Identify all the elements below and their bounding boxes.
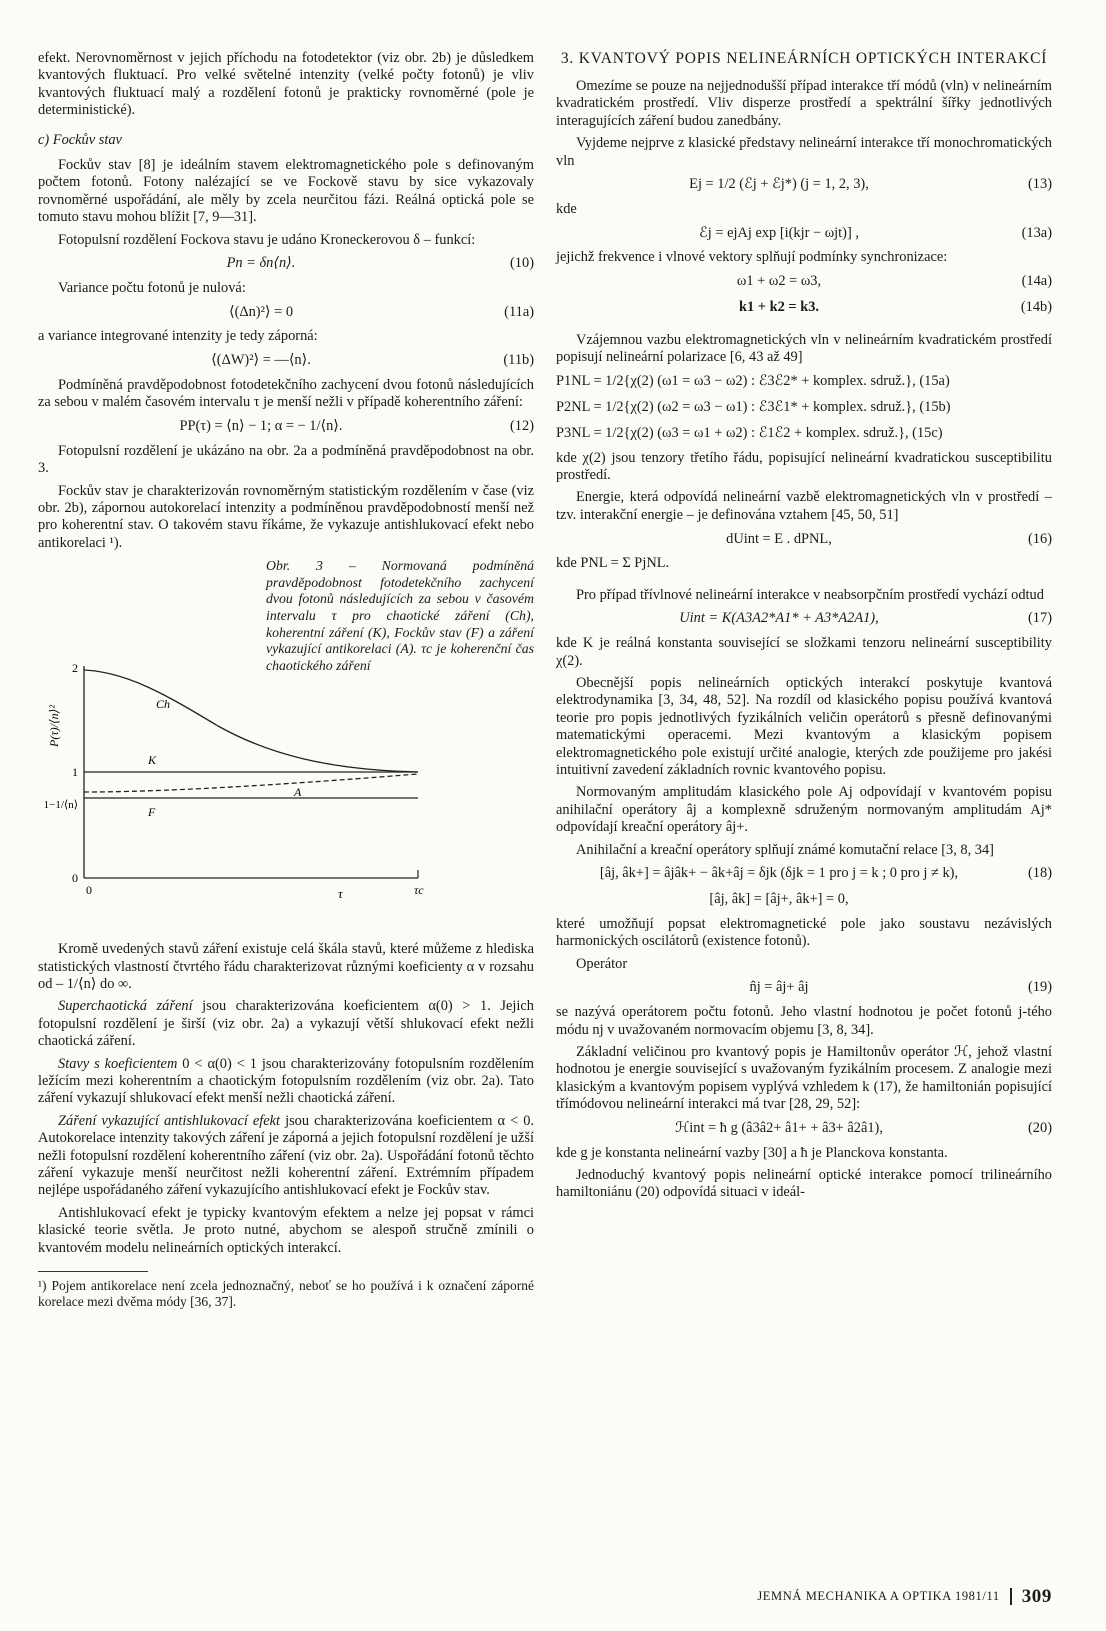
paragraph: Normovaným amplitudám klasického pole Aj odpovídají v kvantovém popisu anihilační operátory âj a komplexně sdruženým normovaným amplitudám Aj* odpovídají kreační operátory âj+. (556, 784, 1052, 836)
page-footer (757, 1588, 1052, 1605)
journal-name: JEMNÁ MECHANIKA A OPTIKA 1981/11 (757, 1589, 1000, 1603)
paragraph: kde K je reálná konstanta související se složkami tenzoru nelineární susceptibility χ(2). (556, 635, 1052, 669)
tick-label-1: 1 (72, 765, 78, 780)
paragraph: které umožňují popsat elektromagnetické pole jako soustavu nezávislých harmonických oscilátorů (existence fotonů). (556, 915, 1052, 950)
label-F: F (148, 805, 156, 820)
footnote: ¹) Pojem antikorelace není zcela jednoznačný, neboť se ho používá i k označení záporné korelace mezi dvěma módy [36, 37]. (38, 1278, 534, 1310)
paragraph: Obecnější popis nelineárních optických interakcí poskytuje kvantová elektrodynamika [3, 34, 48, 52]. Na rozdíl od klasického popisu používá kvantová teorie pro popis jednotlivých fyzikálních veličin operátorů s přesně definovanými matematickými operacemi. Mezi kvantovým a klasickým popisem elektromagnetického pole existují určité analogie, kterých zde použijeme pro jakési intuitivní zavedení základních rovnic kvantového popisu. (556, 674, 1052, 778)
footnote-divider (38, 1271, 148, 1272)
left-column (38, 50, 534, 1315)
paragraph: Podmíněná pravděpodobnost fotodetekčního zachycení dvou fotonů následujících za sebou v malém časovém intervalu τ je menší nežli v případě koherentního záření: (38, 376, 534, 411)
figure-caption: Obr. 3 – Normovaná podmíněná pravděpodobnost fotodetekčního zachycení dvou fotonů následujících za sebou v časovém intervalu τ pro chaotické záření (Ch), koherentní záření (K), Fockův stav (F) a záření vykazující antikorelaci (A). τc je koherenční čas chaotického záření (266, 558, 534, 673)
figure-3-plot (38, 646, 438, 906)
equation-body: P1NL = 1/2{χ(2) (ω1 = ω3 − ω2) : ℰ3ℰ2* + komplex. sdruž.}, (15a) (556, 372, 950, 389)
equation-17 (556, 609, 1052, 629)
equation-12 (38, 417, 534, 437)
inline-term: Záření vykazující antishlukovací efekt (58, 1112, 281, 1129)
equation-body: Uint = K(A3A2*A1* + A3*A2A1), (679, 610, 879, 627)
equation-number: (13a) (1021, 224, 1052, 241)
paragraph: Energie, která odpovídá nelineární vazbě elektromagnetických vln v prostředí – tzv. interakční energie – je definována vztahem [45, 50, 51] (556, 489, 1052, 523)
equation-body: n̂j = âj+ âj (749, 979, 809, 996)
equation-11b (38, 351, 534, 371)
paragraph: Vyjdeme nejprve z klasické představy nelineární interakce tří monochromatických vln (556, 135, 1052, 169)
equation-16 (556, 529, 1052, 549)
equation-body: k1 + k2 = k3. (739, 299, 819, 316)
paragraph: Kromě uvedených stavů záření existuje celá škála stavů, které můžeme z hlediska statistických vlastností čtvrtého řádu charakterizovat různými koeficienty α v rozsahu od – 1/⟨n⟩ do ∞. (38, 941, 534, 992)
paragraph: Fockův stav [8] je ideálním stavem elektromagnetického pole s definovaným počtem fotonů. Fotony nalézající se ve Fockově stavu by sice vykazovaly rovnoměrné uspořádání, ale měly by zcela neurčitou fázi. Reálná optická pole se tomuto stavu mohou blížit [7, 9—31]. (38, 157, 534, 226)
paragraph: kde g je konstanta nelineární vazby [30] a ħ je Planckova konstanta. (556, 1144, 948, 1161)
equation-number: (12) (510, 417, 534, 434)
equation-15a (556, 372, 1052, 392)
paragraph (38, 998, 534, 1050)
paragraph: Variance počtu fotonů je nulová: (58, 280, 246, 297)
equation-18 (556, 864, 1052, 884)
paragraph: Antishlukovací efekt je typicky kvantovým efektem a nelze jej popsat v rámci klasické teorie světla. Je proto nutné, abychom se alespoň stručně zmínili o kvantovém modelu nelineárních optických interakcí. (38, 1204, 534, 1256)
label-A: A (294, 785, 302, 800)
paragraph: a variance integrované intenzity je tedy záporná: (38, 328, 318, 345)
label-K: K (148, 753, 157, 768)
equation-body: [âj, âk] = [âj+, âk+] = 0, (709, 891, 849, 908)
inline-term: Superchaotická záření (58, 998, 193, 1015)
paragraph: Jednoduchý kvantový popis nelineární optické interakce pomocí trilineárního hamiltoniánu (20) odpovídá situaci v ideál- (556, 1167, 1052, 1201)
paragraph: Pro případ třívlnové nelineární interakce v neabsorpčním prostředí vychází odtud (576, 586, 1044, 603)
equation-body: ω1 + ω2 = ω3, (736, 273, 822, 290)
section-heading-c (38, 132, 534, 149)
paragraph: Fotopulsní rozdělení Fockova stavu je udáno Kroneckerovou δ – funkcí: (58, 231, 476, 248)
equation-number: (11a) (504, 303, 534, 320)
section-heading-3: 3. KVANTOVÝ POPIS NELINEÁRNÍCH OPTICKÝCH INTERAKCÍ (560, 50, 1048, 67)
x-tick-tc: τc (414, 883, 424, 898)
x-origin-label: 0 (86, 883, 92, 898)
equation-number: (19) (1028, 979, 1052, 996)
label-Ch: Ch (156, 697, 171, 712)
equation-13a (556, 223, 1052, 243)
page-number: 309 (1010, 1588, 1052, 1605)
equation-number: (14a) (1021, 273, 1052, 290)
paragraph: jejichž frekvence i vlnové vektory splňují podmínky synchronizace: (556, 249, 948, 266)
equation-body: ℋint = ħ g (â3â2+ â1+ + â3+ â2â1), (675, 1119, 883, 1136)
equation-body: P3NL = 1/2{χ(2) (ω3 = ω1 + ω2) : ℰ1ℰ2 + komplex. sdruž.}, (15c) (556, 424, 943, 441)
right-column (556, 50, 1052, 1207)
paragraph: kde (556, 201, 577, 218)
equation-number: (14b) (1020, 299, 1052, 316)
paragraph: Operátor (576, 955, 628, 972)
paragraph: Fockův stav je charakterizován rovnoměrným statistickým rozdělením v čase (viz obr. 2b), zápornou autokorelací intenzity a podmíněnou pravděpodobností menší než pro koherentní stav. O takovém stavu říkáme, že vykazuje antishlukovací efekt nebo antikorelaci ¹). (38, 482, 534, 551)
paragraph (38, 1056, 534, 1108)
equation-body: dUint = E . dPNL, (726, 530, 832, 547)
equation-body: P2NL = 1/2{χ(2) (ω2 = ω3 − ω1) : ℰ3ℰ1* + komplex. sdruž.}, (15b) (556, 398, 951, 415)
tick-label-1-minus: 1−1/⟨n⟩ (43, 799, 78, 812)
paragraph-text: jsou charakterizována koeficientem α < 0. Autokorelace intenzity takových záření je záporná a jejich fotopulsní rozdělení je užší nežli fotopulsní rozdělení koherentního záření (viz obr. 2a). Uspořádání fotonů těchto záření vykazuje menší neurčitost nežli koherentní záření. Extrémním případem nejlépe uspořádaného záření vykazujícího antishlukovací efekt je Fockův stav. (38, 1112, 534, 1199)
equation-number: (11b) (503, 352, 534, 369)
equation-15c (556, 424, 1052, 444)
equation-18b (556, 890, 1052, 910)
section-title: c) Fockův stav (38, 131, 122, 148)
curve-chaotic (84, 670, 418, 772)
tick-label-2: 2 (72, 661, 78, 676)
equation-number: (17) (1028, 610, 1052, 627)
equation-number: (13) (1028, 176, 1052, 193)
curve-antibunching (84, 774, 418, 792)
paragraph-text: 0 < α(0) < 1 jsou charakterizovány fotopulsním rozdělením ležícím mezi koherentním a chaotickým fotopulsním rozdělením (viz obr. 2a). Tato záření vykazují shlukovací efekt menší nežli chaotická záření. (38, 1055, 534, 1107)
equation-14b (556, 298, 1052, 318)
x-axis-label: τ (338, 886, 343, 902)
paragraph: Vzájemnou vazbu elektromagnetických vln v nelineárním kvadratickém prostředí popisují nelineární polarizace [6, 43 až 49] (556, 331, 1052, 366)
equation-11a (38, 302, 534, 322)
equation-number: (18) (1028, 865, 1052, 882)
equation-number: (10) (510, 255, 534, 272)
figure-3 (38, 558, 534, 933)
paragraph: Anihilační a kreační operátory splňují známé komutační relace [3, 8, 34] (576, 841, 994, 858)
equation-10 (38, 254, 534, 274)
equation-body: Ej = 1/2 (ℰj + ℰj*) (j = 1, 2, 3), (689, 176, 869, 193)
equation-13 (556, 175, 1052, 195)
tick-label-0: 0 (72, 871, 78, 886)
equation-body: ℰj = ejAj exp [i(kjr − ωjt)] , (699, 224, 859, 241)
equation-body: PP(τ) = ⟨n⟩ − 1; α = − 1/⟨n⟩. (179, 417, 343, 434)
equation-body: [âj, âk+] = âjâk+ − âk+âj = δjk (δjk = 1 pro j = k ; 0 pro j ≠ k), (599, 865, 959, 882)
paragraph (38, 1113, 534, 1200)
paragraph: efekt. Nerovnoměrnost v jejich příchodu na fotodetektor (viz obr. 2b) je důsledkem kvantových fluktuací. Pro velké světelné intenzity (velké počty fotonů) je vliv kvantových fluktuací malý a rozdělení fotonů je prakticky rovnoměrné (pole je deterministické). (38, 50, 534, 119)
inline-term: Stavy s koeficientem (58, 1055, 178, 1072)
equation-body: ⟨(Δn)²⟩ = 0 (228, 303, 294, 320)
equation-14a (556, 272, 1052, 292)
paragraph-text: jsou charakterizována koeficientem α(0) > 1. Jejich fotopulsní rozdělení je širší (viz obr. 2a) a vykazují větší shlukovací efekt nežli chaotická záření. (38, 998, 534, 1050)
paragraph: kde χ(2) jsou tenzory třetího řádu, popisující nelineární kvadratickou susceptibilitu prostředí. (556, 449, 1052, 484)
paragraph: Základní veličinou pro kvantový popis je Hamiltonův operátor ℋ, jehož vlastní hodnotou je energie související s uvažovaným fyzikálním procesem. Z analogie mezi klasickým a kvantovým popisem vyplývá vzhledem k (17), že hamiltonián popisující třímódovou nelineární interakci má tvar [28, 29, 52]: (556, 1044, 1052, 1113)
equation-number: (16) (1028, 530, 1052, 547)
paragraph: Omezíme se pouze na nejjednodušší případ interakce tří módů (vln) v nelineárním kvadratickém prostředí. Vliv disperze prostředí a spektrální šířky jednotlivých interagujících záření budou zanedbány. (556, 78, 1052, 129)
paragraph: kde PNL = Σ PjNL. (556, 555, 670, 572)
y-axis-label: P(τ)/⟨n⟩² (47, 705, 61, 748)
equation-body: ⟨(ΔW)²⟩ = —⟨n⟩. (211, 352, 311, 369)
equation-20 (556, 1119, 1052, 1139)
equation-body: Pn = δn⟨n⟩. (226, 255, 296, 272)
paragraph: Fotopulsní rozdělení je ukázáno na obr. 2a a podmíněná pravděpodobnost na obr. 3. (38, 442, 534, 477)
equation-15b (556, 398, 1052, 418)
equation-number: (20) (1028, 1119, 1052, 1136)
paragraph: se nazývá operátorem počtu fotonů. Jeho vlastní hodnotou je počet fotonů j-tého módu nj v uvažovaném normovacím objemu [3, 8, 34]. (556, 1004, 1052, 1038)
equation-19 (556, 978, 1052, 998)
